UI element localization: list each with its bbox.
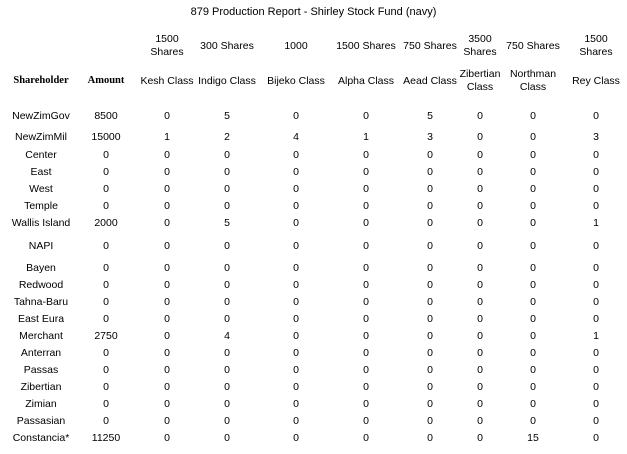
class-value: 0 bbox=[224, 166, 230, 178]
amount-value: 2750 bbox=[94, 330, 118, 342]
class-value: 0 bbox=[293, 217, 299, 229]
class-value: 0 bbox=[224, 415, 230, 427]
class-value: 0 bbox=[427, 183, 433, 195]
class-value: 0 bbox=[363, 347, 369, 359]
class-value: 0 bbox=[363, 381, 369, 393]
amount-value: 0 bbox=[103, 296, 109, 308]
class-value: 1 bbox=[164, 131, 170, 143]
class-value: 0 bbox=[477, 432, 483, 444]
class-value: 0 bbox=[477, 166, 483, 178]
class-value: 3 bbox=[593, 131, 599, 143]
class-value: 0 bbox=[477, 149, 483, 161]
share-count-header: 1000 bbox=[284, 40, 308, 52]
class-value: 0 bbox=[164, 296, 170, 308]
class-value: 0 bbox=[477, 398, 483, 410]
class-value: 0 bbox=[530, 415, 536, 427]
shareholder-name: NewZimMil bbox=[15, 131, 67, 143]
shareholder-name: Zimian bbox=[25, 398, 57, 410]
class-name-header: Alpha Class bbox=[337, 75, 395, 87]
class-value: 0 bbox=[293, 347, 299, 359]
class-value: 0 bbox=[593, 381, 599, 393]
class-value: 0 bbox=[363, 296, 369, 308]
class-value: 0 bbox=[363, 330, 369, 342]
amount-value: 0 bbox=[103, 183, 109, 195]
class-value: 0 bbox=[593, 432, 599, 444]
class-value: 0 bbox=[363, 200, 369, 212]
class-value: 0 bbox=[427, 240, 433, 252]
shareholder-name: Wallis Island bbox=[11, 217, 71, 229]
shareholder-name: East Eura bbox=[17, 313, 65, 325]
amount-value: 0 bbox=[103, 279, 109, 291]
class-value: 0 bbox=[530, 262, 536, 274]
shareholder-name: Passas bbox=[23, 364, 59, 376]
class-value: 0 bbox=[164, 240, 170, 252]
class-value: 0 bbox=[293, 240, 299, 252]
class-value: 0 bbox=[530, 149, 536, 161]
class-value: 0 bbox=[363, 110, 369, 122]
class-value: 0 bbox=[224, 200, 230, 212]
shareholder-name: West bbox=[29, 183, 53, 195]
class-value: 0 bbox=[593, 240, 599, 252]
class-value: 0 bbox=[530, 166, 536, 178]
class-value: 0 bbox=[593, 200, 599, 212]
shareholder-name: Constancia* bbox=[12, 432, 70, 444]
share-count-header: 750 Shares bbox=[506, 40, 560, 52]
class-value: 0 bbox=[477, 183, 483, 195]
class-value: 0 bbox=[593, 183, 599, 195]
class-value: 0 bbox=[164, 110, 170, 122]
class-value: 0 bbox=[164, 415, 170, 427]
class-value: 0 bbox=[224, 313, 230, 325]
class-value: 0 bbox=[427, 398, 433, 410]
shareholder-name: Passasian bbox=[16, 415, 66, 427]
share-count-header: 750 Shares bbox=[403, 40, 457, 52]
class-value: 1 bbox=[593, 330, 599, 342]
class-value: 0 bbox=[293, 183, 299, 195]
class-value: 0 bbox=[530, 313, 536, 325]
class-value: 0 bbox=[593, 347, 599, 359]
class-value: 0 bbox=[427, 432, 433, 444]
class-value: 0 bbox=[293, 296, 299, 308]
class-value: 0 bbox=[427, 149, 433, 161]
class-value: 0 bbox=[293, 149, 299, 161]
class-name-header: Aead Class bbox=[403, 75, 457, 87]
class-value: 0 bbox=[293, 200, 299, 212]
class-value: 0 bbox=[224, 279, 230, 291]
class-value: 0 bbox=[293, 110, 299, 122]
class-name-header: Indigo Class bbox=[198, 75, 256, 87]
amount-value: 11250 bbox=[91, 432, 121, 444]
class-value: 0 bbox=[530, 398, 536, 410]
class-value: 0 bbox=[363, 240, 369, 252]
class-value: 0 bbox=[363, 166, 369, 178]
class-value: 0 bbox=[593, 262, 599, 274]
amount-value: 2000 bbox=[94, 217, 118, 229]
amount-value: 0 bbox=[103, 149, 109, 161]
class-value: 0 bbox=[530, 183, 536, 195]
class-value: 0 bbox=[164, 217, 170, 229]
shareholder-name: Tahna-Baru bbox=[13, 296, 69, 308]
share-count-header: 1500 Shares bbox=[336, 40, 396, 52]
report-title: 879 Production Report - Shirley Stock Fund (navy) bbox=[190, 6, 437, 18]
class-value: 0 bbox=[363, 149, 369, 161]
class-value: 0 bbox=[427, 313, 433, 325]
class-value: 0 bbox=[530, 381, 536, 393]
shareholder-name: Center bbox=[25, 149, 57, 161]
class-value: 0 bbox=[593, 149, 599, 161]
class-value: 0 bbox=[593, 166, 599, 178]
class-value: 0 bbox=[477, 381, 483, 393]
shareholder-name: Redwood bbox=[18, 279, 64, 291]
class-value: 0 bbox=[530, 131, 536, 143]
class-value: 0 bbox=[224, 296, 230, 308]
share-count-header: 3500 Shares bbox=[463, 33, 497, 58]
class-value: 0 bbox=[593, 279, 599, 291]
class-value: 0 bbox=[224, 398, 230, 410]
class-value: 0 bbox=[427, 217, 433, 229]
shareholder-name: Bayen bbox=[26, 262, 56, 274]
class-value: 0 bbox=[293, 262, 299, 274]
class-value: 0 bbox=[477, 110, 483, 122]
class-value: 0 bbox=[427, 364, 433, 376]
class-value: 0 bbox=[164, 262, 170, 274]
shareholder-name: NAPI bbox=[28, 240, 54, 252]
class-value: 0 bbox=[530, 217, 536, 229]
class-value: 5 bbox=[224, 217, 230, 229]
class-value: 0 bbox=[427, 347, 433, 359]
class-value: 0 bbox=[593, 296, 599, 308]
class-value: 1 bbox=[593, 217, 599, 229]
class-value: 4 bbox=[224, 330, 230, 342]
class-name-header: Northman Class bbox=[509, 68, 557, 93]
class-value: 0 bbox=[164, 347, 170, 359]
shareholder-name: Zibertian bbox=[20, 381, 62, 393]
class-value: 1 bbox=[363, 131, 369, 143]
shareholder-name: Anterran bbox=[20, 347, 62, 359]
class-value: 0 bbox=[293, 398, 299, 410]
amount-value: 0 bbox=[103, 313, 109, 325]
class-value: 0 bbox=[593, 313, 599, 325]
class-value: 0 bbox=[530, 347, 536, 359]
class-value: 0 bbox=[477, 131, 483, 143]
amount-value: 0 bbox=[103, 200, 109, 212]
class-value: 0 bbox=[427, 415, 433, 427]
class-value: 0 bbox=[293, 415, 299, 427]
class-value: 0 bbox=[224, 364, 230, 376]
shareholder-name: Merchant bbox=[19, 330, 63, 342]
class-value: 0 bbox=[363, 262, 369, 274]
class-value: 0 bbox=[164, 149, 170, 161]
class-value: 0 bbox=[164, 381, 170, 393]
class-name-header: Zibertian Class bbox=[459, 68, 501, 93]
class-value: 15 bbox=[527, 432, 539, 444]
class-value: 0 bbox=[530, 279, 536, 291]
class-value: 0 bbox=[224, 262, 230, 274]
class-value: 0 bbox=[477, 217, 483, 229]
class-value: 0 bbox=[530, 296, 536, 308]
class-value: 0 bbox=[293, 432, 299, 444]
class-value: 0 bbox=[224, 347, 230, 359]
amount-value: 0 bbox=[103, 398, 109, 410]
class-name-header: Rey Class bbox=[572, 75, 620, 87]
amount-value: 0 bbox=[103, 415, 109, 427]
class-value: 0 bbox=[363, 398, 369, 410]
class-value: 0 bbox=[477, 296, 483, 308]
class-value: 0 bbox=[593, 415, 599, 427]
share-count-header: 1500 Shares bbox=[150, 33, 184, 58]
class-value: 0 bbox=[363, 279, 369, 291]
class-value: 0 bbox=[530, 110, 536, 122]
class-value: 0 bbox=[477, 200, 483, 212]
class-value: 0 bbox=[164, 200, 170, 212]
class-value: 0 bbox=[530, 200, 536, 212]
class-value: 0 bbox=[593, 364, 599, 376]
class-value: 0 bbox=[164, 313, 170, 325]
class-value: 0 bbox=[363, 415, 369, 427]
class-value: 0 bbox=[164, 183, 170, 195]
class-value: 4 bbox=[293, 131, 299, 143]
shareholder-name: Temple bbox=[24, 200, 58, 212]
amount-value: 0 bbox=[103, 347, 109, 359]
class-value: 0 bbox=[293, 364, 299, 376]
class-value: 0 bbox=[477, 364, 483, 376]
amount-value: 0 bbox=[103, 166, 109, 178]
class-value: 5 bbox=[224, 110, 230, 122]
share-count-header: 1500 Shares bbox=[579, 33, 613, 58]
class-value: 0 bbox=[293, 166, 299, 178]
class-value: 0 bbox=[363, 183, 369, 195]
class-value: 0 bbox=[164, 364, 170, 376]
class-value: 0 bbox=[427, 381, 433, 393]
class-value: 0 bbox=[164, 398, 170, 410]
class-value: 0 bbox=[477, 415, 483, 427]
class-value: 0 bbox=[293, 279, 299, 291]
class-name-header: Bijeko Class bbox=[267, 75, 325, 87]
class-value: 3 bbox=[427, 131, 433, 143]
class-value: 0 bbox=[477, 240, 483, 252]
class-value: 0 bbox=[164, 432, 170, 444]
class-value: 0 bbox=[224, 183, 230, 195]
amount-value: 0 bbox=[103, 240, 109, 252]
class-value: 0 bbox=[427, 166, 433, 178]
class-value: 0 bbox=[427, 279, 433, 291]
amount-value: 0 bbox=[103, 364, 109, 376]
class-value: 0 bbox=[427, 262, 433, 274]
class-value: 0 bbox=[293, 381, 299, 393]
class-name-header: Kesh Class bbox=[140, 75, 194, 87]
class-value: 0 bbox=[363, 217, 369, 229]
class-value: 0 bbox=[363, 313, 369, 325]
class-value: 0 bbox=[530, 364, 536, 376]
class-value: 0 bbox=[477, 262, 483, 274]
class-value: 0 bbox=[477, 279, 483, 291]
class-value: 0 bbox=[164, 279, 170, 291]
class-value: 0 bbox=[593, 110, 599, 122]
class-value: 0 bbox=[427, 330, 433, 342]
class-value: 5 bbox=[427, 110, 433, 122]
amount-value: 15000 bbox=[91, 131, 121, 143]
class-value: 0 bbox=[477, 330, 483, 342]
class-value: 0 bbox=[477, 347, 483, 359]
class-value: 0 bbox=[363, 432, 369, 444]
shareholder-column-header: Shareholder bbox=[13, 75, 69, 86]
class-value: 0 bbox=[427, 296, 433, 308]
class-value: 0 bbox=[293, 330, 299, 342]
class-value: 0 bbox=[224, 240, 230, 252]
class-value: 0 bbox=[293, 313, 299, 325]
class-value: 0 bbox=[477, 313, 483, 325]
class-value: 0 bbox=[530, 330, 536, 342]
amount-value: 0 bbox=[103, 262, 109, 274]
shareholder-name: NewZimGov bbox=[12, 110, 70, 122]
class-value: 0 bbox=[593, 398, 599, 410]
class-value: 0 bbox=[224, 381, 230, 393]
class-value: 0 bbox=[363, 364, 369, 376]
class-value: 2 bbox=[224, 131, 230, 143]
amount-value: 8500 bbox=[94, 110, 118, 122]
class-value: 0 bbox=[427, 200, 433, 212]
share-count-header: 300 Shares bbox=[200, 40, 254, 52]
class-value: 0 bbox=[224, 432, 230, 444]
class-value: 0 bbox=[164, 166, 170, 178]
class-value: 0 bbox=[530, 240, 536, 252]
shareholder-name: East bbox=[30, 166, 52, 178]
class-value: 0 bbox=[224, 149, 230, 161]
amount-column-header: Amount bbox=[87, 75, 125, 86]
class-value: 0 bbox=[164, 330, 170, 342]
amount-value: 0 bbox=[103, 381, 109, 393]
